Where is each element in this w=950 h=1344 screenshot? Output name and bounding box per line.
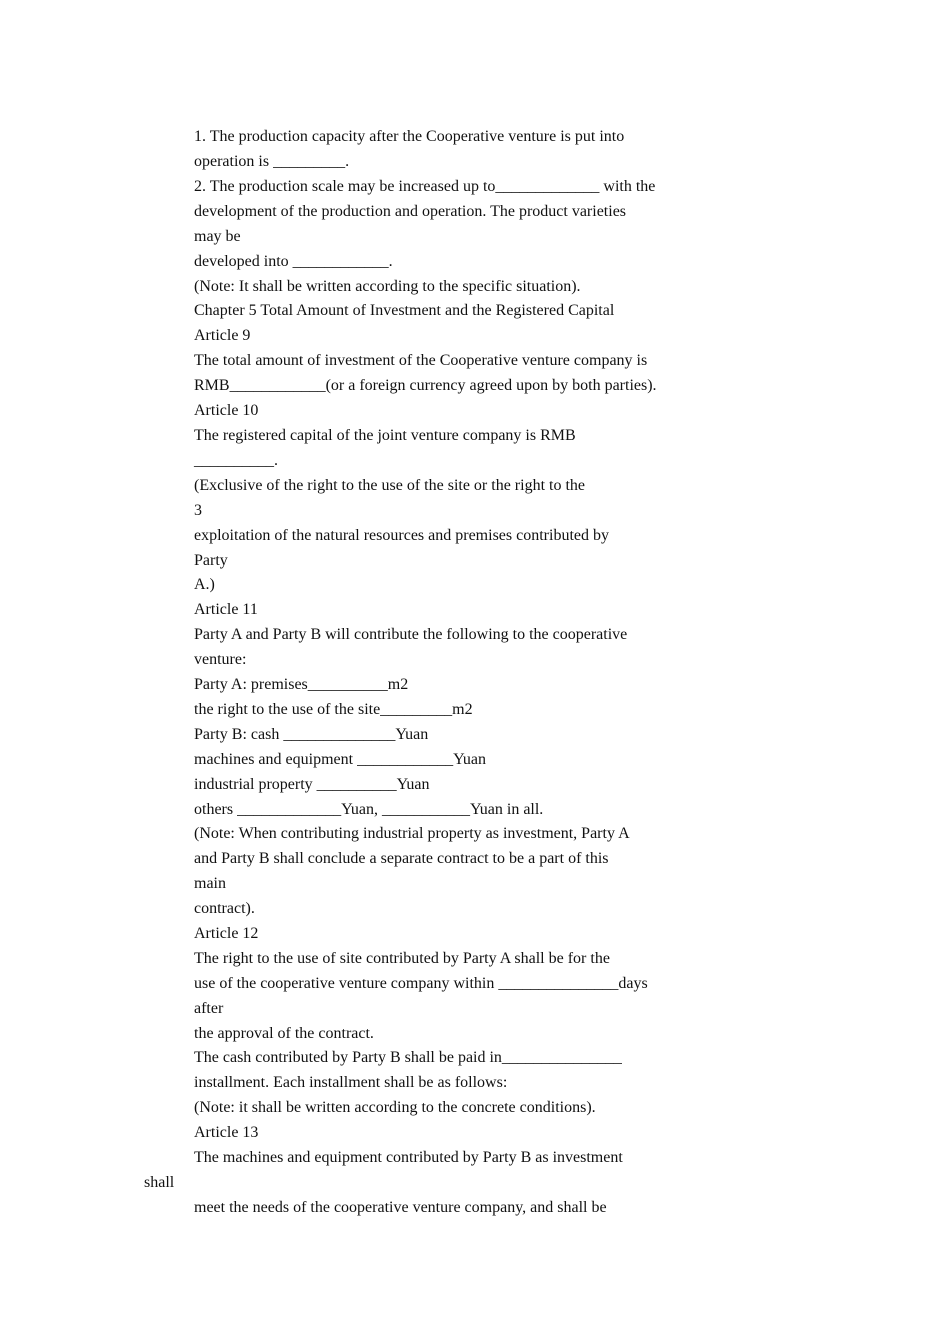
text-line: after xyxy=(194,1000,224,1017)
text-line: 2. The production scale may be increased up to_____________ with the xyxy=(194,178,656,195)
text-line: main xyxy=(194,875,226,892)
text-line: The machines and equipment contributed by Party B as investment xyxy=(194,1149,623,1166)
text-line: Party A: premises__________m2 xyxy=(194,676,409,693)
text-line: __________. xyxy=(194,452,278,469)
note-line: (Note: it shall be written according to the concrete conditions). xyxy=(194,1099,596,1116)
text-line: machines and equipment ____________Yuan xyxy=(194,751,486,768)
text-line: shall xyxy=(144,1174,175,1191)
text-line: The cash contributed by Party B shall be paid in_______________ xyxy=(194,1049,622,1066)
text-line: contract). xyxy=(194,900,255,917)
text-line: RMB____________(or a foreign currency agreed upon by both parties). xyxy=(194,377,657,394)
text-line: Party A and Party B will contribute the following to the cooperative xyxy=(194,626,628,643)
chapter-heading: Chapter 5 Total Amount of Investment and the Registered Capital xyxy=(194,302,615,319)
text-line: meet the needs of the cooperative venture company, and shall be xyxy=(194,1199,607,1216)
text-line: The total amount of investment of the Cooperative venture company is xyxy=(194,352,648,369)
text-line: A.) xyxy=(194,576,215,593)
article-heading: Article 12 xyxy=(194,925,259,942)
text-line: developed into ____________. xyxy=(194,253,393,270)
text-line: The registered capital of the joint venture company is RMB xyxy=(194,427,576,444)
text-line: 1. The production capacity after the Cooperative venture is put into xyxy=(194,128,625,145)
text-line: The right to the use of site contributed by Party A shall be for the xyxy=(194,950,610,967)
text-line: installment. Each installment shall be as follows: xyxy=(194,1074,508,1091)
article-heading: Article 10 xyxy=(194,402,259,419)
text-line: the approval of the contract. xyxy=(194,1025,374,1042)
page-number: 3 xyxy=(194,502,202,519)
text-line: industrial property __________Yuan xyxy=(194,776,430,793)
text-line: venture: xyxy=(194,651,247,668)
text-line: (Exclusive of the right to the use of the site or the right to the xyxy=(194,477,586,494)
text-line: Party B: cash ______________Yuan xyxy=(194,726,429,743)
text-line: and Party B shall conclude a separate contract to be a part of this xyxy=(194,850,609,867)
note-line: (Note: It shall be written according to the specific situation). xyxy=(194,278,581,295)
text-line: may be xyxy=(194,228,241,245)
text-line: others _____________Yuan, ___________Yuan in all. xyxy=(194,801,544,818)
text-line: exploitation of the natural resources and premises contributed by xyxy=(194,527,609,544)
note-line: (Note: When contributing industrial property as investment, Party A xyxy=(194,825,630,842)
text-line: development of the production and operation. The product varieties xyxy=(194,203,627,220)
text-line: operation is _________. xyxy=(194,153,350,170)
article-heading: Article 9 xyxy=(194,327,251,344)
text-line: the right to the use of the site_________m2 xyxy=(194,701,473,718)
text-line: use of the cooperative venture company within _______________days xyxy=(194,975,648,992)
article-heading: Article 11 xyxy=(194,601,258,618)
article-heading: Article 13 xyxy=(194,1124,259,1141)
text-line: Party xyxy=(194,552,228,569)
